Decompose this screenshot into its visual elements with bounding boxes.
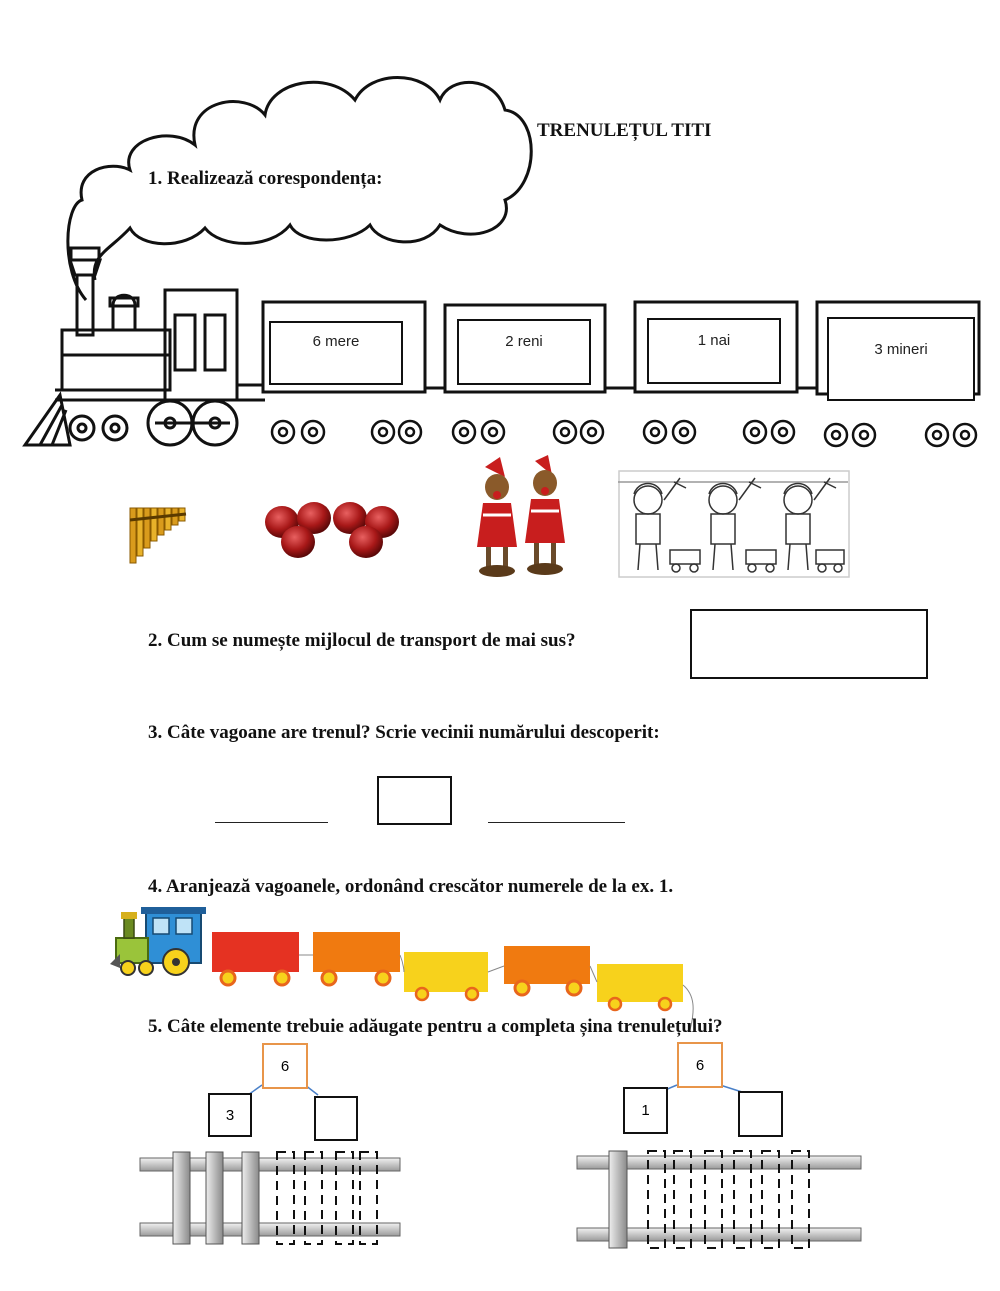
wagon-label: 2 reni (505, 333, 543, 350)
tree-left-box: 3 (208, 1093, 252, 1137)
tree-left-box: 1 (623, 1087, 668, 1134)
tree-top-box: 6 (677, 1042, 723, 1088)
question-3: 3. Câte vagoane are trenul? Scrie vecinii numărului descoperit: (148, 722, 660, 743)
question-1: 1. Realizează corespondența: (148, 168, 383, 189)
tree-top-box: 6 (262, 1043, 308, 1089)
wagon-label: 6 mere (312, 333, 360, 350)
page-title: TRENULEȚUL TITI (537, 120, 712, 141)
question-4: 4. Aranjează vagoanele, ordonând crescător numerele de la ex. 1. (148, 876, 674, 897)
wagon-label: 1 nai (697, 332, 731, 349)
question-5: 5. Câte elemente trebuie adăugate pentru a completa șina trenulețului? (148, 1016, 723, 1037)
wagon-label: 3 mineri (874, 341, 928, 358)
question-2: 2. Cum se numește mijlocul de transport de mai sus? (148, 630, 576, 651)
